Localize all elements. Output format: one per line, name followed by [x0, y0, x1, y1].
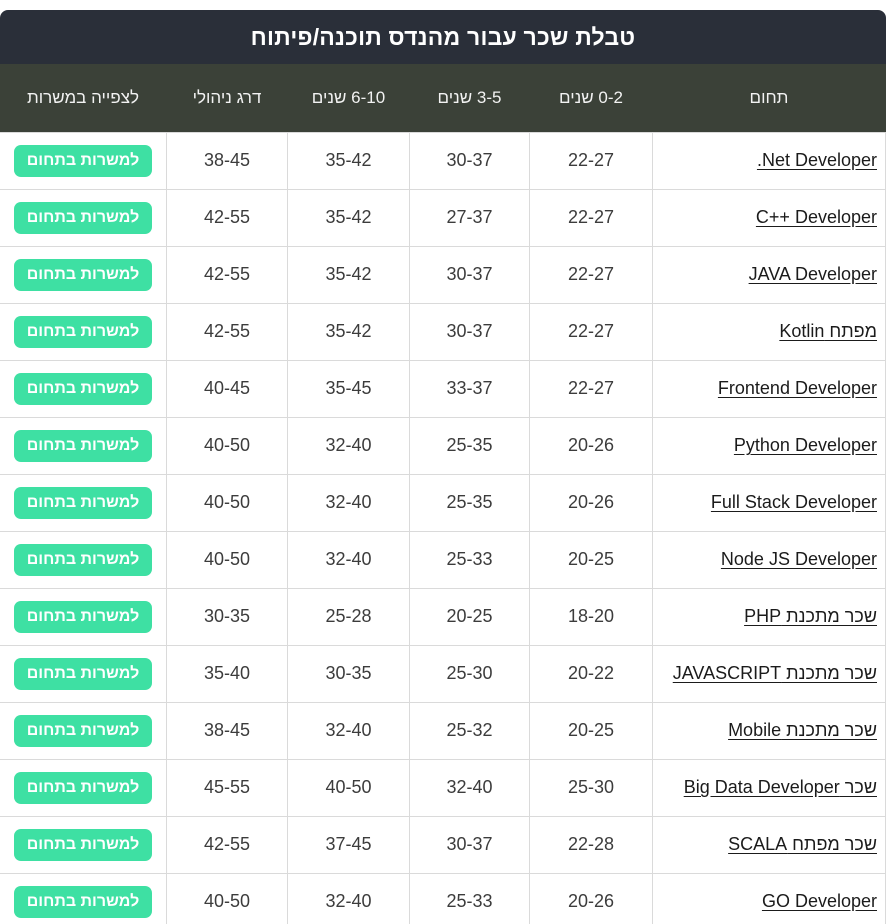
table-row — [0, 360, 886, 417]
domain-cell — [653, 588, 886, 645]
domain-cell — [653, 531, 886, 588]
salary-cell-years-0-2: 22-28 — [530, 816, 653, 873]
col-header-years-3-5: 3-5 שנים — [410, 64, 530, 132]
jobs-in-field-button[interactable]: למשרות בתחום — [14, 772, 152, 804]
domain-cell — [653, 132, 886, 189]
jobs-in-field-button[interactable]: למשרות בתחום — [14, 316, 152, 348]
table-title-bar — [0, 10, 886, 64]
salary-cell-years-0-2: 22-27 — [530, 132, 653, 189]
jobs-button-cell — [0, 189, 167, 246]
domain-cell — [653, 303, 886, 360]
domain-cell — [653, 873, 886, 924]
salary-cell-years-3-5: 25-30 — [410, 645, 530, 702]
col-header-domain: תחום — [653, 64, 886, 132]
jobs-button-cell — [0, 417, 167, 474]
jobs-in-field-button[interactable]: למשרות בתחום — [14, 544, 152, 576]
jobs-in-field-button[interactable]: למשרות בתחום — [14, 886, 152, 918]
salary-cell-years-3-5: 20-25 — [410, 588, 530, 645]
domain-link[interactable]: שכר Big Data Developer — [683, 777, 877, 797]
domain-link[interactable]: GO Developer — [761, 891, 877, 911]
col-header-years-6-10: 6-10 שנים — [288, 64, 410, 132]
table-title: טבלת שכר עבור מהנדס תוכנה/פיתוח — [250, 23, 636, 50]
jobs-button-cell — [0, 588, 167, 645]
domain-link[interactable]: שכר מתכנת PHP — [744, 606, 877, 626]
domain-cell — [653, 417, 886, 474]
jobs-button-cell — [0, 702, 167, 759]
salary-cell-years-0-2: 20-26 — [530, 417, 653, 474]
domain-link[interactable]: Full Stack Developer — [710, 492, 877, 512]
salary-cell-management: 45-55 — [167, 759, 288, 816]
salary-cell-years-3-5: 30-37 — [410, 816, 530, 873]
jobs-button-cell — [0, 360, 167, 417]
salary-cell-management: 35-40 — [167, 645, 288, 702]
salary-cell-years-0-2: 20-25 — [530, 702, 653, 759]
table-row — [0, 132, 886, 189]
salary-cell-years-6-10: 32-40 — [288, 873, 410, 924]
salary-cell-management: 42-55 — [167, 816, 288, 873]
salary-cell-years-6-10: 37-45 — [288, 816, 410, 873]
jobs-in-field-button[interactable]: למשרות בתחום — [14, 430, 152, 462]
salary-cell-years-3-5: 32-40 — [410, 759, 530, 816]
salary-cell-years-3-5: 30-37 — [410, 303, 530, 360]
table-row — [0, 816, 886, 873]
jobs-button-cell — [0, 132, 167, 189]
jobs-in-field-button[interactable]: למשרות בתחום — [14, 658, 152, 690]
domain-link[interactable]: שכר מפתח SCALA — [728, 834, 877, 854]
table-row — [0, 474, 886, 531]
domain-cell — [653, 189, 886, 246]
domain-cell — [653, 816, 886, 873]
col-header-management: דרג ניהולי — [167, 64, 288, 132]
jobs-button-cell — [0, 303, 167, 360]
salary-cell-years-6-10: 35-42 — [288, 189, 410, 246]
domain-link[interactable]: שכר מתכנת Mobile — [728, 720, 877, 740]
domain-cell — [653, 645, 886, 702]
salary-cell-management: 38-45 — [167, 132, 288, 189]
salary-cell-years-0-2: 22-27 — [530, 303, 653, 360]
salary-cell-years-6-10: 32-40 — [288, 531, 410, 588]
table-row — [0, 759, 886, 816]
table-row — [0, 588, 886, 645]
table-row — [0, 645, 886, 702]
domain-cell — [653, 246, 886, 303]
salary-cell-years-3-5: 25-35 — [410, 474, 530, 531]
salary-cell-years-6-10: 32-40 — [288, 702, 410, 759]
salary-cell-years-3-5: 25-33 — [410, 531, 530, 588]
salary-cell-management: 40-50 — [167, 873, 288, 924]
jobs-in-field-button[interactable]: למשרות בתחום — [14, 829, 152, 861]
salary-cell-years-0-2: 18-20 — [530, 588, 653, 645]
domain-link[interactable]: שכר מתכנת JAVASCRIPT — [672, 663, 877, 683]
salary-grid — [0, 64, 886, 924]
salary-cell-years-6-10: 25-28 — [288, 588, 410, 645]
jobs-button-cell — [0, 474, 167, 531]
salary-cell-years-3-5: 30-37 — [410, 246, 530, 303]
table-row — [0, 531, 886, 588]
salary-cell-years-0-2: 20-22 — [530, 645, 653, 702]
salary-cell-years-0-2: 20-25 — [530, 531, 653, 588]
salary-cell-years-0-2: 25-30 — [530, 759, 653, 816]
jobs-in-field-button[interactable]: למשרות בתחום — [14, 715, 152, 747]
header-row — [0, 64, 886, 132]
table-row — [0, 246, 886, 303]
salary-cell-years-3-5: 25-32 — [410, 702, 530, 759]
jobs-in-field-button[interactable]: למשרות בתחום — [14, 373, 152, 405]
salary-cell-management: 42-55 — [167, 246, 288, 303]
table-row — [0, 417, 886, 474]
salary-cell-management: 42-55 — [167, 303, 288, 360]
col-header-jobs: לצפייה במשרות — [0, 64, 167, 132]
salary-cell-management: 40-45 — [167, 360, 288, 417]
domain-link[interactable]: .Net Developer — [756, 150, 877, 170]
jobs-button-cell — [0, 645, 167, 702]
jobs-button-cell — [0, 759, 167, 816]
domain-cell — [653, 360, 886, 417]
domain-link[interactable]: Node JS Developer — [720, 549, 877, 569]
table-body — [0, 132, 886, 924]
col-header-years-0-2: 0-2 שנים — [530, 64, 653, 132]
jobs-in-field-button[interactable]: למשרות בתחום — [14, 145, 152, 177]
table-row — [0, 303, 886, 360]
table-row — [0, 189, 886, 246]
salary-cell-years-3-5: 33-37 — [410, 360, 530, 417]
jobs-in-field-button[interactable]: למשרות בתחום — [14, 259, 152, 291]
salary-cell-years-0-2: 22-27 — [530, 360, 653, 417]
salary-cell-years-3-5: 27-37 — [410, 189, 530, 246]
salary-cell-years-3-5: 25-33 — [410, 873, 530, 924]
salary-cell-years-6-10: 35-42 — [288, 132, 410, 189]
salary-cell-years-3-5: 25-35 — [410, 417, 530, 474]
table-row — [0, 873, 886, 924]
salary-cell-management: 40-50 — [167, 474, 288, 531]
domain-link[interactable]: Python Developer — [733, 435, 877, 455]
salary-cell-management: 40-50 — [167, 417, 288, 474]
salary-cell-years-0-2: 20-26 — [530, 873, 653, 924]
domain-link[interactable]: מפתח Kotlin — [779, 321, 877, 341]
jobs-in-field-button[interactable]: למשרות בתחום — [14, 202, 152, 234]
salary-cell-management: 40-50 — [167, 531, 288, 588]
salary-cell-years-6-10: 32-40 — [288, 474, 410, 531]
salary-cell-years-6-10: 35-45 — [288, 360, 410, 417]
salary-cell-management: 42-55 — [167, 189, 288, 246]
jobs-in-field-button[interactable]: למשרות בתחום — [14, 601, 152, 633]
domain-cell — [653, 702, 886, 759]
domain-cell — [653, 759, 886, 816]
salary-cell-management: 38-45 — [167, 702, 288, 759]
salary-cell-years-3-5: 30-37 — [410, 132, 530, 189]
table-row — [0, 702, 886, 759]
jobs-button-cell — [0, 531, 167, 588]
jobs-button-cell — [0, 246, 167, 303]
salary-cell-years-0-2: 20-26 — [530, 474, 653, 531]
jobs-button-cell — [0, 873, 167, 924]
salary-cell-years-6-10: 32-40 — [288, 417, 410, 474]
domain-link[interactable]: C++ Developer — [755, 207, 877, 227]
salary-cell-years-6-10: 40-50 — [288, 759, 410, 816]
jobs-in-field-button[interactable]: למשרות בתחום — [14, 487, 152, 519]
jobs-button-cell — [0, 816, 167, 873]
salary-cell-years-0-2: 22-27 — [530, 189, 653, 246]
domain-cell — [653, 474, 886, 531]
domain-link[interactable]: Frontend Developer — [717, 378, 877, 398]
salary-cell-years-6-10: 30-35 — [288, 645, 410, 702]
salary-cell-years-6-10: 35-42 — [288, 246, 410, 303]
salary-cell-management: 30-35 — [167, 588, 288, 645]
salary-cell-years-0-2: 22-27 — [530, 246, 653, 303]
domain-link[interactable]: JAVA Developer — [748, 264, 877, 284]
salary-cell-years-6-10: 35-42 — [288, 303, 410, 360]
